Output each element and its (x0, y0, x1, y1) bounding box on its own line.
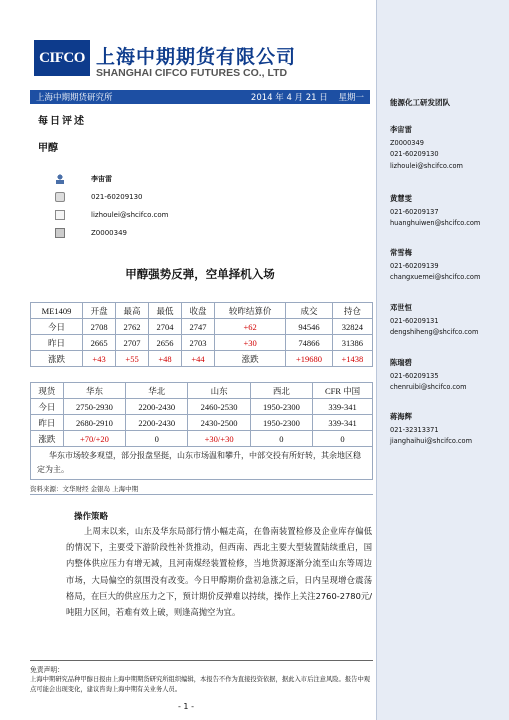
spot-market-note: 华东市场较多观望，部分报盘坚挺，山东市场温和攀升，中部交投有所好转，其余地区稳定为主。 (30, 446, 373, 480)
table-cell: 2665 (83, 335, 116, 351)
table-row (31, 415, 373, 431)
team-member (390, 247, 508, 284)
table-cell: 今日 (31, 399, 64, 415)
table-cell: 涨跌 (31, 351, 83, 367)
table-header-cell: CFR 中国 (313, 383, 373, 399)
futures-price-table (30, 302, 373, 367)
divider (30, 660, 373, 661)
analyst-cert: Z0000349 (91, 229, 127, 237)
section-title: 每日评述 (38, 116, 86, 127)
member-phone: 021-60209130 (390, 150, 439, 158)
table-cell: 2703 (182, 335, 215, 351)
phone-icon (55, 192, 65, 202)
table-row (31, 399, 373, 415)
table-header-cell: 西北 (250, 383, 312, 399)
table-row (31, 431, 373, 447)
table-cell: 2430-2500 (188, 415, 250, 431)
table-cell: 94546 (286, 319, 333, 335)
product-title: 甲醇 (38, 143, 58, 154)
table-header-cell: 最低 (149, 303, 182, 319)
table-header-cell: 华北 (126, 383, 188, 399)
mail-icon (55, 210, 65, 220)
table-cell: +55 (116, 351, 149, 367)
strategy-title: 操作策略 (74, 512, 109, 522)
data-source: 资料来源：文华财经 金银岛 上海中期 (30, 485, 139, 493)
strategy-text: 上周末以来，山东及华东局部行情小幅走高，在鲁南装置检修及企业库存偏低的情况下，主要受下游阶段性补货推动，但西南、西北主要大型装置陆续重启，国内整体供应压力有增无减，且河南煤经装置检修，当地货源逐渐分流至山东等周边市场，大局偏空的氛围没有改变。今日甲醇期价盘初急涨之后，日内呈现增仓震荡格局，在巨大的供应压力之下，预计期价反弹难以持续，操作上关注2760-2780元/吨阻力区间，若难有效上破，则逢高抛空为宜。 (66, 526, 372, 618)
company-name-en: SHANGHAI CIFCO FUTURES CO., LTD (96, 67, 288, 79)
table-header-row (31, 303, 373, 319)
company-name-cn: 上海中期期货有限公司 (96, 46, 297, 68)
table-cell: 1950-2300 (250, 415, 312, 431)
table-cell: +62 (215, 319, 286, 335)
member-email[interactable]: changxuemei@shcifco.com (390, 273, 481, 281)
report-header-bar (30, 90, 370, 104)
table-cell: 339-341 (313, 399, 373, 415)
table-cell: +30 (215, 335, 286, 351)
table-row (31, 335, 373, 351)
disclaimer-text: 上海中期研究品种甲醇日报由上海中期期货研究所组织编辑，本报告不作为直接投资依据，据此入市后注意风险。报告中观点可能会出现变化，建议咨询上海中期有关业务人员。 (30, 676, 371, 693)
member-phone: 021-32313371 (390, 425, 439, 434)
table-cell: +48 (149, 351, 182, 367)
analyst-contact (55, 170, 168, 242)
report-weekday: 星期一 (338, 93, 364, 103)
member-email[interactable]: jianghaihui@shcifco.com (390, 437, 473, 445)
table-cell: 涨跌 (215, 351, 286, 367)
table-cell: 31386 (332, 335, 372, 351)
table-cell: +43 (83, 351, 116, 367)
member-name: 邓世恒 (390, 303, 412, 312)
team-member (390, 193, 508, 230)
table-header-cell: 收盘 (182, 303, 215, 319)
member-name: 陈瑞碧 (390, 358, 412, 367)
table-cell: 今日 (31, 319, 83, 335)
table-cell: 2750-2930 (63, 399, 125, 415)
table-cell: +19680 (286, 351, 333, 367)
member-name: 李宙雷 (390, 125, 412, 134)
table-cell: 2200-2430 (126, 415, 188, 431)
certificate-icon (55, 228, 65, 238)
member-email[interactable]: huanghuiwen@shcifco.com (390, 219, 481, 227)
table-cell: 0 (126, 431, 188, 447)
table-cell: 2704 (149, 319, 182, 335)
analyst-name: 李宙雷 (91, 175, 112, 183)
disclaimer-title: 免责声明： (30, 666, 64, 674)
table-cell: 昨日 (31, 415, 64, 431)
table-header-cell: ME1409 (31, 303, 83, 319)
table-header-cell: 最高 (116, 303, 149, 319)
team-member (390, 411, 508, 448)
table-row (31, 351, 373, 367)
table-cell: +44 (182, 351, 215, 367)
team-member (390, 357, 508, 394)
table-header-cell: 持仓 (332, 303, 372, 319)
member-email[interactable]: chenruibi@shcifco.com (390, 383, 467, 391)
report-headline: 甲醇强势反弹，空单择机入场 (125, 267, 275, 281)
table-cell: 2200-2430 (126, 399, 188, 415)
table-cell: 2762 (116, 319, 149, 335)
table-cell: 2747 (182, 319, 215, 335)
cifco-logo: CIFCO (34, 40, 90, 76)
table-cell: 2708 (83, 319, 116, 335)
table-header-cell: 较昨结算价 (215, 303, 286, 319)
page-number: - 1 - (178, 702, 194, 711)
team-member (390, 302, 508, 339)
member-name: 蒋海辉 (390, 412, 412, 421)
table-cell: 1950-2300 (250, 399, 312, 415)
table-cell: 昨日 (31, 335, 83, 351)
table-row (31, 319, 373, 335)
person-icon (55, 174, 65, 184)
analyst-phone: 021-60209130 (91, 193, 143, 201)
table-cell: +1438 (332, 351, 372, 367)
table-header-cell: 现货 (31, 383, 64, 399)
spot-price-table (30, 382, 373, 447)
report-date: 2014 年 4 月 21 日 (250, 93, 328, 103)
member-phone: 021-60209135 (390, 371, 439, 380)
table-header-cell: 开盘 (83, 303, 116, 319)
table-cell: +70/+20 (63, 431, 125, 447)
member-phone: 021-60209139 (390, 261, 439, 270)
member-cert: Z0000349 (390, 138, 424, 147)
institute-name: 上海中期期货研究所 (36, 93, 113, 103)
table-cell: 74866 (286, 335, 333, 351)
table-cell: 2680-2910 (63, 415, 125, 431)
table-cell: 2656 (149, 335, 182, 351)
member-phone: 021-60209131 (390, 316, 439, 325)
table-cell: 0 (313, 431, 373, 447)
team-title: 能源化工研发团队 (390, 98, 450, 107)
table-cell: +30/+30 (188, 431, 250, 447)
table-header-cell: 成交 (286, 303, 333, 319)
member-email[interactable]: dengshiheng@shcifco.com (390, 328, 479, 336)
team-member (390, 124, 508, 172)
table-header-row (31, 383, 373, 399)
table-header-cell: 山东 (188, 383, 250, 399)
member-phone: 021-60209137 (390, 207, 439, 216)
member-name: 黄慧雯 (390, 194, 412, 203)
table-cell: 2460-2530 (188, 399, 250, 415)
member-name: 常雪梅 (390, 248, 412, 257)
table-cell: 涨跌 (31, 431, 64, 447)
table-cell: 32824 (332, 319, 372, 335)
table-cell: 0 (250, 431, 312, 447)
table-cell: 2707 (116, 335, 149, 351)
analyst-email[interactable]: lizhoulei@shcifco.com (91, 211, 169, 219)
member-email[interactable]: lizhoulei@shcifco.com (390, 161, 463, 170)
table-cell: 339-341 (313, 415, 373, 431)
table-header-cell: 华东 (63, 383, 125, 399)
divider (30, 494, 373, 495)
